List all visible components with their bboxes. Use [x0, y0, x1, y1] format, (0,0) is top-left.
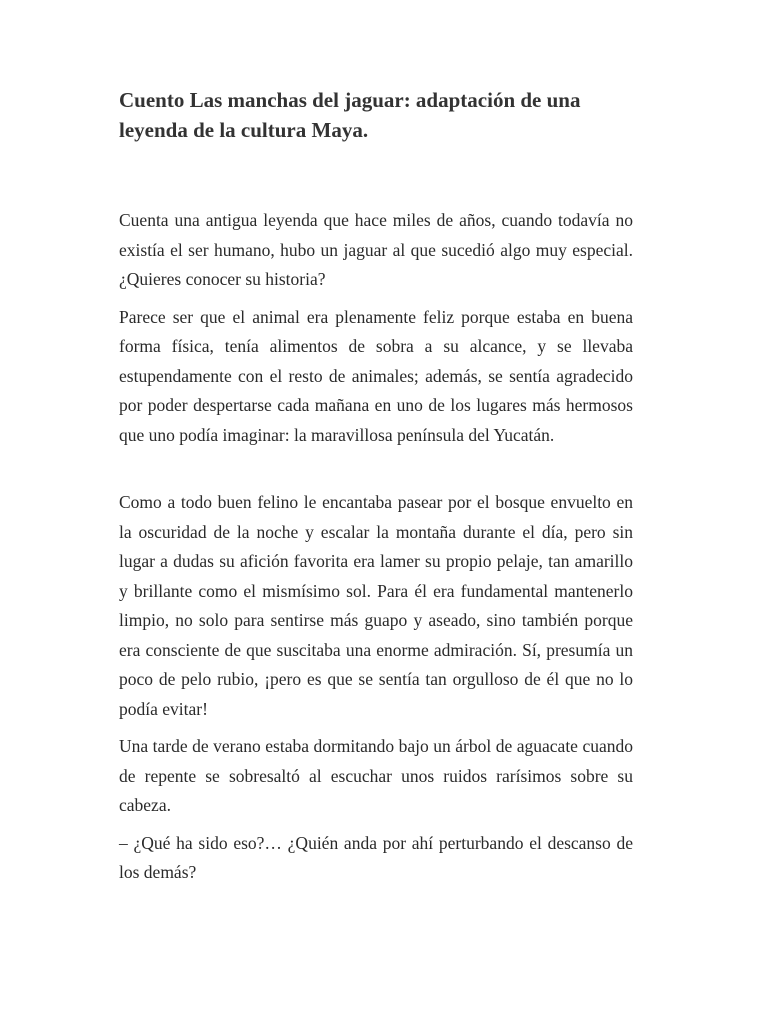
paragraph-4: Una tarde de verano estaba dormitando bajo un árbol de aguacate cuando de repente se sobresaltó al escuchar unos ruidos rarísimos sobre su cabeza. [119, 736, 633, 815]
dialogue-line: – ¿Qué ha sido eso?… ¿Quién anda por ahí perturbando el descanso de los demás? [119, 832, 633, 882]
paragraph-2: Parece ser que el animal era plenamente feliz porque estaba en buena forma física, tenía alimentos de sobra a su alcance, y se llevaba estupendamente con el resto de animales; además, se sentía agradecido por poder despertarse cada mañana en uno de los lugares más hermosos que uno podía imaginar: la maravillosa península del Yucatán. [119, 306, 633, 445]
paragraph-3: Como a todo buen felino le encantaba pasear por el bosque envuelto en la oscuridad de la noche y escalar la montaña durante el día, pero sin lugar a dudas su afición favorita era lamer su propio pelaje, tan amarillo y brillante como el mismísimo sol. Para él era fundamental mantenerlo limpio, no solo para sentirse más guapo y aseado, sino también porque era consciente de que suscitaba una enorme admiración. Sí, presumía un poco de pelo rubio, ¡pero es que se sentía tan orgulloso de él que no lo podía evitar! [119, 492, 633, 719]
document-body [119, 206, 633, 888]
document-title: Cuento Las manchas del jaguar: adaptación de una leyenda de la cultura Maya. [119, 88, 581, 142]
document-page [119, 85, 633, 896]
paragraph-1: Cuenta una antigua leyenda que hace miles de años, cuando todavía no existía el ser humano, hubo un jaguar al que sucedió algo muy especial. ¿Quieres conocer su historia? [119, 210, 633, 289]
